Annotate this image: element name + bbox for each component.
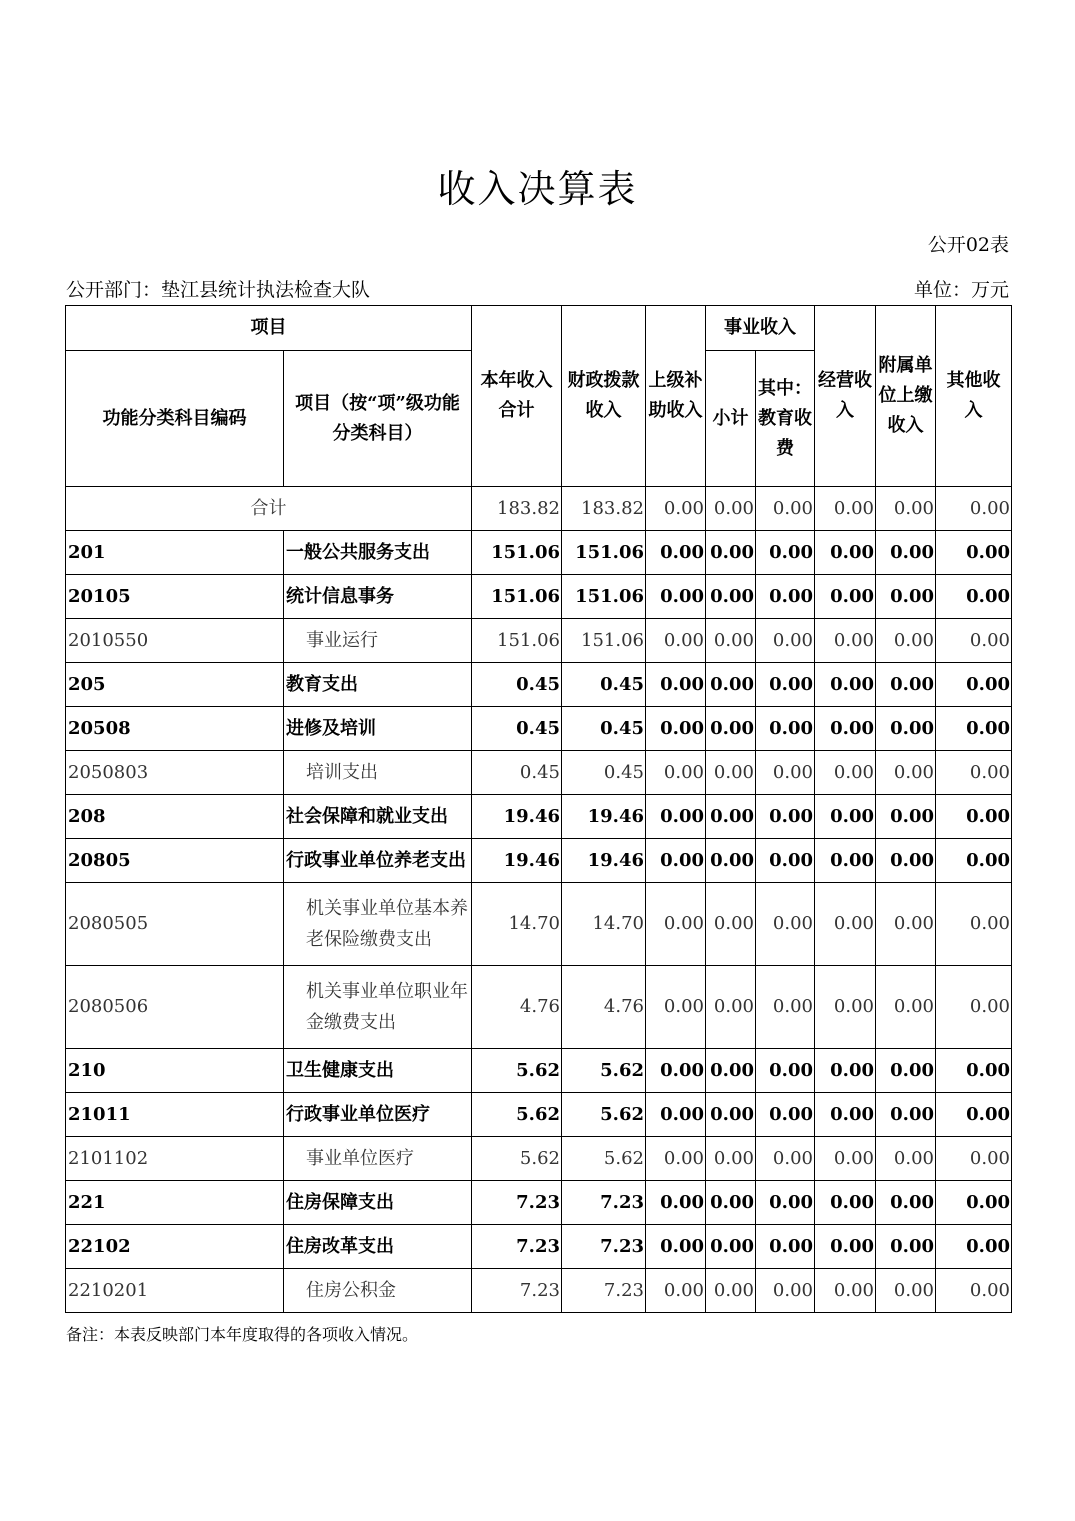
total-value: 183.82 (562, 487, 646, 531)
header-subtotal: 小计 (706, 351, 756, 487)
row-value: 0.00 (815, 795, 876, 839)
row-name: 统计信息事务 (284, 575, 472, 619)
row-name: 机关事业单位职业年金缴费支出 (284, 966, 472, 1049)
row-value: 0.00 (706, 1093, 756, 1137)
row-value: 0.00 (756, 751, 815, 795)
row-code: 2101102 (66, 1137, 284, 1181)
row-value: 0.00 (646, 883, 706, 966)
row-value: 0.00 (815, 575, 876, 619)
row-value: 151.06 (472, 575, 562, 619)
row-value: 19.46 (472, 795, 562, 839)
table-row (66, 1181, 1012, 1225)
total-value: 0.00 (756, 487, 815, 531)
table-row (66, 619, 1012, 663)
header-superior: 上级补助收入 (646, 306, 706, 487)
row-code: 210 (66, 1049, 284, 1093)
row-value: 0.00 (936, 707, 1012, 751)
total-value: 183.82 (472, 487, 562, 531)
row-value: 0.00 (815, 966, 876, 1049)
row-value: 19.46 (562, 839, 646, 883)
row-value: 0.00 (706, 1049, 756, 1093)
unit-label: 单位：万元 (913, 279, 1009, 301)
row-value: 0.00 (646, 619, 706, 663)
row-value: 0.00 (646, 795, 706, 839)
row-code: 2050803 (66, 751, 284, 795)
row-name: 一般公共服务支出 (284, 531, 472, 575)
row-value: 0.00 (646, 1269, 706, 1313)
header-edu-fee: 其中：教育收费 (756, 351, 815, 487)
row-name: 事业运行 (284, 619, 472, 663)
total-value: 0.00 (706, 487, 756, 531)
row-value: 0.00 (876, 663, 936, 707)
row-value: 0.00 (876, 751, 936, 795)
row-value: 0.00 (876, 795, 936, 839)
row-value: 0.00 (756, 663, 815, 707)
row-value: 0.45 (562, 663, 646, 707)
table-body (66, 487, 1012, 1313)
row-value: 0.00 (936, 839, 1012, 883)
row-value: 7.23 (472, 1269, 562, 1313)
row-name: 社会保障和就业支出 (284, 795, 472, 839)
row-value: 7.23 (472, 1181, 562, 1225)
table-row (66, 663, 1012, 707)
row-value: 0.00 (706, 883, 756, 966)
row-value: 0.00 (706, 707, 756, 751)
row-value: 0.00 (756, 795, 815, 839)
row-code: 208 (66, 795, 284, 839)
row-value: 0.00 (815, 1269, 876, 1313)
row-value: 0.00 (815, 531, 876, 575)
row-value: 0.00 (706, 575, 756, 619)
table-number: 公开02表 (927, 234, 1009, 256)
row-value: 0.00 (646, 663, 706, 707)
total-label: 合计 (66, 487, 472, 531)
row-name: 进修及培训 (284, 707, 472, 751)
row-value: 0.00 (936, 531, 1012, 575)
row-value: 0.00 (876, 1269, 936, 1313)
row-value: 0.00 (815, 663, 876, 707)
row-value: 0.00 (706, 1137, 756, 1181)
row-value: 0.45 (562, 751, 646, 795)
row-value: 0.00 (646, 1181, 706, 1225)
total-value: 0.00 (876, 487, 936, 531)
row-value: 0.00 (646, 839, 706, 883)
header-other: 其他收入 (936, 306, 1012, 487)
row-value: 151.06 (472, 531, 562, 575)
row-value: 5.62 (562, 1137, 646, 1181)
row-value: 0.00 (936, 1181, 1012, 1225)
row-value: 0.00 (936, 883, 1012, 966)
table-header (66, 306, 1012, 487)
row-code: 221 (66, 1181, 284, 1225)
row-value: 0.00 (815, 707, 876, 751)
row-value: 0.00 (706, 966, 756, 1049)
row-value: 0.00 (936, 619, 1012, 663)
row-code: 20105 (66, 575, 284, 619)
table-row (66, 751, 1012, 795)
row-value: 0.00 (815, 1093, 876, 1137)
row-value: 5.62 (472, 1049, 562, 1093)
row-value: 5.62 (562, 1093, 646, 1137)
row-value: 5.62 (562, 1049, 646, 1093)
row-code: 2080506 (66, 966, 284, 1049)
row-value: 7.23 (472, 1225, 562, 1269)
row-value: 151.06 (472, 619, 562, 663)
header-item-name: 项目（按“项”级功能分类科目） (284, 351, 472, 487)
row-value: 151.06 (562, 619, 646, 663)
row-value: 0.00 (706, 663, 756, 707)
row-value: 0.00 (815, 1137, 876, 1181)
row-value: 0.00 (815, 1225, 876, 1269)
total-value: 0.00 (936, 487, 1012, 531)
row-name: 行政事业单位医疗 (284, 1093, 472, 1137)
row-code: 20508 (66, 707, 284, 751)
row-value: 0.00 (876, 883, 936, 966)
row-code: 2210201 (66, 1269, 284, 1313)
row-value: 0.45 (562, 707, 646, 751)
row-value: 0.00 (706, 1225, 756, 1269)
row-value: 14.70 (472, 883, 562, 966)
row-value: 0.00 (646, 751, 706, 795)
row-value: 0.00 (706, 1269, 756, 1313)
table-row (66, 883, 1012, 966)
row-value: 0.00 (936, 575, 1012, 619)
row-code: 22102 (66, 1225, 284, 1269)
income-table (65, 305, 1012, 1313)
row-value: 0.00 (706, 531, 756, 575)
row-value: 0.00 (756, 839, 815, 883)
department-label: 公开部门：垫江县统计执法检查大队 (66, 279, 371, 301)
row-value: 14.70 (562, 883, 646, 966)
row-value: 0.00 (756, 883, 815, 966)
row-name: 住房公积金 (284, 1269, 472, 1313)
table-row (66, 795, 1012, 839)
row-value: 0.00 (936, 751, 1012, 795)
row-name: 机关事业单位基本养老保险缴费支出 (284, 883, 472, 966)
row-value: 0.45 (472, 751, 562, 795)
row-value: 0.00 (756, 966, 815, 1049)
row-value: 0.00 (815, 619, 876, 663)
row-name: 卫生健康支出 (284, 1049, 472, 1093)
row-value: 0.00 (756, 619, 815, 663)
row-value: 0.45 (472, 707, 562, 751)
row-value: 0.00 (936, 1093, 1012, 1137)
row-value: 0.00 (815, 1049, 876, 1093)
table-row (66, 839, 1012, 883)
row-value: 0.00 (756, 575, 815, 619)
table-row (66, 966, 1012, 1049)
row-code: 201 (66, 531, 284, 575)
row-value: 0.00 (815, 839, 876, 883)
table-row (66, 1225, 1012, 1269)
row-value: 0.00 (706, 839, 756, 883)
header-total: 本年收入合计 (472, 306, 562, 487)
row-value: 0.00 (756, 1269, 815, 1313)
table-row (66, 1137, 1012, 1181)
row-value: 0.00 (876, 1093, 936, 1137)
row-value: 151.06 (562, 575, 646, 619)
header-fiscal: 财政拨款收入 (562, 306, 646, 487)
row-value: 0.00 (756, 1049, 815, 1093)
row-name: 住房改革支出 (284, 1225, 472, 1269)
row-value: 0.00 (756, 1181, 815, 1225)
footnote: 备注：本表反映部门本年度取得的各项收入情况。 (66, 1325, 419, 1344)
row-value: 0.00 (815, 751, 876, 795)
row-value: 0.00 (876, 531, 936, 575)
row-value: 0.00 (876, 966, 936, 1049)
row-value: 0.00 (876, 575, 936, 619)
table-row (66, 531, 1012, 575)
row-value: 7.23 (562, 1269, 646, 1313)
header-business: 事业收入 (706, 306, 815, 351)
table-row (66, 1049, 1012, 1093)
row-value: 0.00 (646, 531, 706, 575)
row-code: 20805 (66, 839, 284, 883)
row-name: 住房保障支出 (284, 1181, 472, 1225)
row-value: 0.00 (756, 531, 815, 575)
row-value: 0.45 (472, 663, 562, 707)
row-value: 0.00 (756, 707, 815, 751)
row-name: 行政事业单位养老支出 (284, 839, 472, 883)
row-value: 0.00 (936, 1137, 1012, 1181)
row-code: 21011 (66, 1093, 284, 1137)
row-value: 0.00 (936, 1049, 1012, 1093)
row-value: 0.00 (815, 883, 876, 966)
row-code: 205 (66, 663, 284, 707)
row-value: 0.00 (876, 1049, 936, 1093)
row-value: 0.00 (936, 966, 1012, 1049)
total-value: 0.00 (815, 487, 876, 531)
row-value: 0.00 (646, 1137, 706, 1181)
total-value: 0.00 (646, 487, 706, 531)
row-value: 0.00 (646, 1225, 706, 1269)
row-value: 7.23 (562, 1225, 646, 1269)
row-code: 2010550 (66, 619, 284, 663)
total-row (66, 487, 1012, 531)
row-value: 19.46 (562, 795, 646, 839)
row-value: 0.00 (706, 619, 756, 663)
table-row (66, 707, 1012, 751)
row-value: 0.00 (706, 795, 756, 839)
row-value: 0.00 (876, 707, 936, 751)
row-name: 事业单位医疗 (284, 1137, 472, 1181)
page-title: 收入决算表 (437, 167, 638, 211)
row-value: 0.00 (646, 1093, 706, 1137)
header-func-code: 功能分类科目编码 (66, 351, 284, 487)
row-value: 0.00 (936, 663, 1012, 707)
row-value: 0.00 (756, 1093, 815, 1137)
row-value: 0.00 (756, 1137, 815, 1181)
row-value: 151.06 (562, 531, 646, 575)
header-affiliated: 附属单位上缴收入 (876, 306, 936, 487)
row-value: 7.23 (562, 1181, 646, 1225)
row-value: 0.00 (876, 1181, 936, 1225)
row-value: 0.00 (706, 751, 756, 795)
row-value: 0.00 (876, 619, 936, 663)
row-value: 5.62 (472, 1137, 562, 1181)
row-value: 0.00 (815, 1181, 876, 1225)
table-row (66, 1269, 1012, 1313)
table-row (66, 575, 1012, 619)
row-value: 0.00 (756, 1225, 815, 1269)
row-value: 0.00 (646, 707, 706, 751)
row-value: 0.00 (646, 575, 706, 619)
row-value: 0.00 (646, 966, 706, 1049)
row-value: 5.62 (472, 1093, 562, 1137)
row-value: 0.00 (876, 1137, 936, 1181)
row-value: 0.00 (936, 1225, 1012, 1269)
row-value: 0.00 (646, 1049, 706, 1093)
row-value: 0.00 (876, 1225, 936, 1269)
row-value: 0.00 (706, 1181, 756, 1225)
row-value: 0.00 (936, 1269, 1012, 1313)
row-value: 19.46 (472, 839, 562, 883)
row-value: 0.00 (876, 839, 936, 883)
row-name: 教育支出 (284, 663, 472, 707)
row-value: 0.00 (936, 795, 1012, 839)
header-project: 项目 (66, 306, 472, 351)
row-name: 培训支出 (284, 751, 472, 795)
row-code: 2080505 (66, 883, 284, 966)
table-row (66, 1093, 1012, 1137)
row-value: 4.76 (472, 966, 562, 1049)
header-operating: 经营收入 (815, 306, 876, 487)
row-value: 4.76 (562, 966, 646, 1049)
